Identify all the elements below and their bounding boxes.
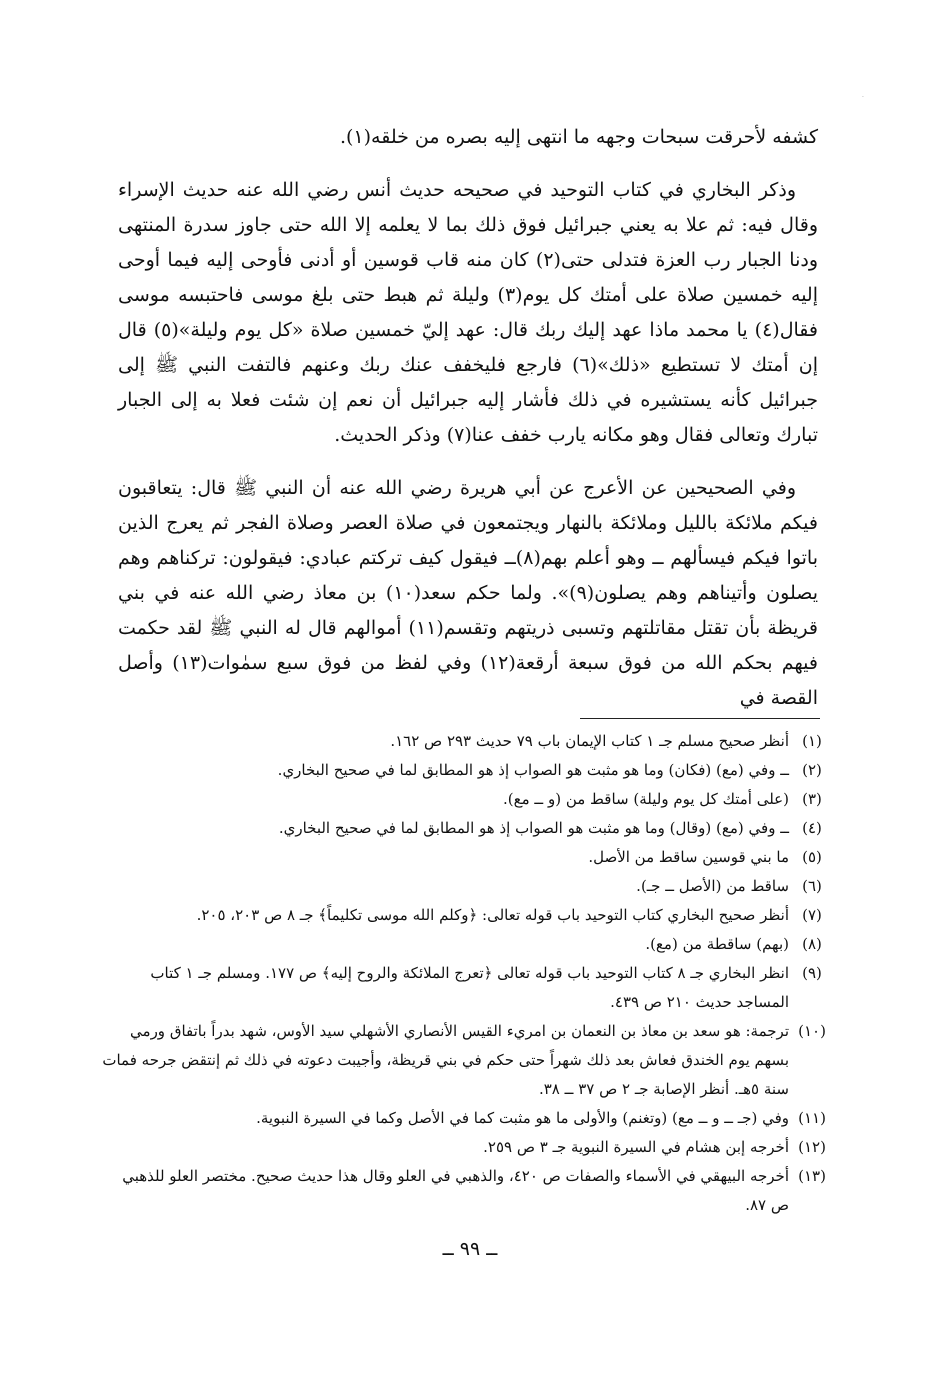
footnote-text: أخرجه إبن هشام في السيرة النبوية جـ ٣ ص ٢٥٩. bbox=[483, 1138, 789, 1156]
footnote-number: (٦) bbox=[802, 877, 822, 895]
paragraph-2: وذكر البخاري في كتاب التوحيد في صحيحه حديث أنس رضي الله عنه حديث الإسراء وقال فيه: ثم علا به يعني جبرائيل فوق ذلك بما لا يعلمه إلا الله حتى جاوز سدرة المنتهى ودنا الجبار رب العزة فتدلى حتى(٢) كان منه قاب قوسين أو أدنى فأوحى إليه فيما أوحى إليه خمسين صلاة على أمتك كل يوم(٣) وليلة ثم هبط حتى بلغ موسى فاحتبسه موسى فقال(٤) يا محمد ماذا عهد إليك ربك قال: عهد إليّ خمسين صلاة «كل يوم وليلة»(٥) قال إن أمتك لا تستطيع «ذلك»(٦) فارجع فليخفف عنك ربك وعنهم فالتفت النبي ﷺ إلى جبرائيل كأنه يستشيره في ذلك فأشار إليه جبرائيل أن نعم إن شئت فعلا به إلى الجبار تبارك وتعالى فقال وهو مكانه يارب خفف عنا(٧) وذكر الحديث. bbox=[118, 179, 818, 446]
footnote bbox=[100, 1017, 835, 1104]
footnote-number: (١) bbox=[802, 732, 822, 750]
footnote-number: (٨) bbox=[802, 935, 822, 953]
footnote bbox=[100, 814, 835, 843]
footnote bbox=[100, 872, 835, 901]
footnote-number: (١٣) bbox=[798, 1167, 826, 1185]
footnote-text: ــ وفي (مع) (وقال) وما هو مثبت هو الصواب إذ هو المطابق لما في صحيح البخاري. bbox=[278, 819, 789, 837]
footnote bbox=[100, 901, 835, 930]
footnote-text: انظر البخاري جـ ٨ كتاب التوحيد باب قوله تعالى ﴿تعرج الملائكة والروح إليه﴾ ص ١٧٧. ومسلم جـ ١ كتاب المساجد حديث ٢١٠ ص ٤٣٩. bbox=[150, 964, 789, 1011]
footnote bbox=[100, 785, 835, 814]
page-number: ــ ٩٩ ــ bbox=[442, 1238, 498, 1260]
footnote-text: ترجمة: هو سعد بن معاذ بن النعمان بن امريء القيس الأنصاري الأشهلي سيد الأوس، شهد بدراً باتفاق ورمي بسهم يوم الخندق فعاش بعد ذلك شهراً حتى حكم في بني قريظة، وأجيبت دعوته في ذلك ثم إنتقض جرحه فمات سنة ٥هـ. أنظر الإصابة جـ ٢ ص ٣٧ ــ ٣٨. bbox=[102, 1022, 789, 1098]
footnote bbox=[100, 959, 835, 1017]
footnote-number: (١١) bbox=[798, 1109, 826, 1127]
footnote bbox=[100, 1104, 835, 1133]
footnote-text: ساقط من (الأصل ــ جـ). bbox=[636, 877, 789, 895]
scan-mark: · bbox=[862, 94, 864, 101]
footnote-number: (٣) bbox=[802, 790, 822, 808]
footnote-separator bbox=[580, 718, 820, 719]
footnote bbox=[100, 843, 835, 872]
footnote-text: أنظر صحيح مسلم جـ ١ كتاب الإيمان باب ٧٩ حديث ٢٩٣ ص ١٦٢. bbox=[390, 732, 789, 750]
footnotes bbox=[100, 727, 835, 1220]
footnote-text: ما بني قوسين ساقط من الأصل. bbox=[588, 848, 789, 866]
footnote-text: (على أمتك كل يوم وليلة) ساقط من (و ــ مع). bbox=[503, 790, 789, 808]
footnote bbox=[100, 1162, 835, 1220]
footnote-text: ــ وفي (مع) (فكان) وما هو مثبت هو الصواب إذ هو المطابق لما في صحيح البخاري. bbox=[277, 761, 789, 779]
paragraph-1: كشفه لأحرقت سبحات وجهه ما انتهى إليه بصره من خلقه(١). bbox=[339, 126, 818, 148]
footnote bbox=[100, 756, 835, 785]
footnote-text: أنظر صحيح البخاري كتاب التوحيد باب قوله تعالى: ﴿وكلم الله موسى تكليماً﴾ جـ ٨ ص ٢٠٣، ٢٠٥. bbox=[196, 906, 789, 924]
main-text bbox=[118, 120, 818, 716]
footnote bbox=[100, 1133, 835, 1162]
footnote-number: (٤) bbox=[802, 819, 822, 837]
footnote-number: (١٠) bbox=[798, 1022, 826, 1040]
footnote-text: وفي (جـ ــ و ــ مع) (وتغنم) والأولى ما هو مثبت كما في الأصل وكما في السيرة النبوية. bbox=[256, 1109, 789, 1127]
footnote-text: أخرجه البيهقي في الأسماء والصفات ص ٤٢٠، والذهبي في العلو وقال هذا حديث صحيح. مختصر العلو للذهبي ص ٨٧. bbox=[122, 1167, 789, 1214]
footnote-number: (٩) bbox=[802, 964, 822, 982]
footnote bbox=[100, 930, 835, 959]
paragraph-3: وفي الصحيحين عن الأعرج عن أبي هريرة رضي الله عنه أن النبي ﷺ قال: يتعاقبون فيكم ملائكة بالليل وملائكة بالنهار ويجتمعون في صلاة العصر وصلاة الفجر ثم يعرج الذين باتوا فيكم فيسألهم ــ وهو أعلم بهم(٨)ــ فيقول كيف تركتم عبادي: فيقولون: تركناهم وهم يصلون وأتيناهم وهم يصلون(٩)». ولما حكم سعد(١٠) بن معاذ رضي الله عنه في بني قريظة بأن تقتل مقاتلتهم وتسبى ذريتهم وتقسم(١١) أموالهم قال له النبي ﷺ لقد حكمت فيهم بحكم الله من فوق سبعة أرقعة(١٢) وفي لفظ من فوق سبع سمٰوات(١٣) وأصل القصة في bbox=[118, 477, 819, 709]
footnote-number: (٢) bbox=[802, 761, 822, 779]
footnote-number: (٧) bbox=[802, 906, 822, 924]
footnote-text: (بهم) ساقطة من (مع). bbox=[645, 935, 789, 953]
footnote-number: (٥) bbox=[802, 848, 822, 866]
footnote-number: (١٢) bbox=[798, 1138, 826, 1156]
footnote bbox=[100, 727, 835, 756]
